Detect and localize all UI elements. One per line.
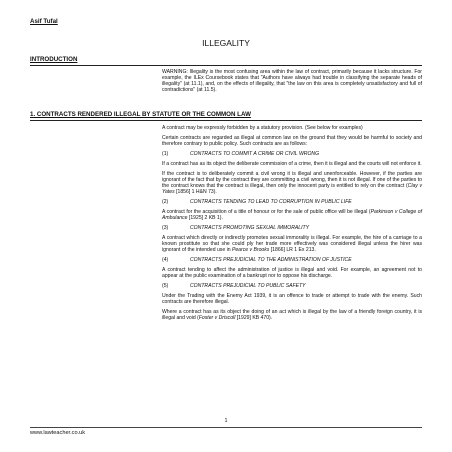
text-run: If the contract is to deliberately commit a civil wrong it is illegal and unenforceable. However, if the parties are ignorant of the fact that by the contract they are committing a civil wrong, then it is not illegal. If one of the parties to the contract knows that the contract is illegal, then only the innocent party is entitled to rely on the contract ( [162, 171, 422, 190]
paragraph-justice: A contract tending to affect the administration of justice is illegal and void. For example, an agreement not to appear at the public examination of a bankrupt nor to oppose his discharge. [162, 267, 422, 280]
subheading-text: CONTRACTS TO COMMIT A CRIME OR CIVIL WRONG [190, 151, 320, 158]
intro-rule [30, 65, 422, 66]
subheading-text: CONTRACTS PREJUDICIAL TO PUBLIC SAFETY [190, 283, 306, 290]
text-run: A contract for the acquisition of a title of honour or for the sale of public office will be illegal ( [162, 209, 371, 216]
subheading-corruption [162, 200, 422, 206]
intro-heading: INTRODUCTION [30, 56, 78, 63]
case-name: Clay v Yates [162, 183, 422, 195]
section-1-rule [30, 120, 422, 121]
text-run: [1866] LR 1 Ex 213. [269, 247, 316, 254]
subheading-public-safety [162, 284, 422, 290]
text-run: A contract which directly or indirectly promotes sexual immorality is illegal. For example, the hire of a carriage to a known prostitute so that she could ply her trade more effectively was considered illegal unless the hirer was ignorant of the intended use in [162, 235, 422, 254]
subheading-number: (5) [162, 283, 169, 290]
author-name: Asif Tufal [30, 18, 58, 25]
text-run: [1856] 1 H&N 73). [174, 189, 217, 195]
section-1-heading: 1. CONTRACTS RENDERED ILLEGAL BY STATUTE OR THE COMMON LAW [30, 111, 251, 118]
document-title: ILLEGALITY [202, 38, 250, 48]
text-run: [1925] 2 KB 1). [187, 215, 223, 222]
paragraph-statute: A contract may be expressly forbidden by a statutory provision. (See below for examples) [162, 125, 363, 131]
case-name: Foster v Driscoll [198, 315, 236, 322]
page-number: 1 [224, 418, 228, 424]
paragraph-common-law: Certain contracts are regarded as illegal at common law on the ground that they would be harmful to society and therefore contrary to public policy. Such contracts are as follows: [162, 135, 422, 147]
subheading-justice [162, 258, 422, 264]
paragraph-immorality [162, 236, 422, 254]
case-name: Parkinson v College of Ambulance [162, 209, 423, 222]
text-run: Where a contract has as its object the doing of an act which is illegal by the law of a friendly foreign country, it is illegal and void ( [162, 309, 422, 322]
subheading-number: (4) [162, 257, 169, 264]
footer-website-link[interactable]: www.lawteacher.co.uk [30, 430, 86, 436]
subheading-number: (1) [162, 151, 169, 158]
subheading-text: CONTRACTS PROMOTING SEXUAL IMMORALITY [190, 225, 310, 232]
paragraph-crime: If a contract has as its object the deliberate commission of a crime, then it is illegal and the courts will not enforce it. [162, 161, 422, 168]
section-1-body [162, 126, 422, 326]
subheading-immorality [162, 226, 422, 232]
subheading-text: CONTRACTS TENDING TO LEAD TO CORRUPTION IN PUBLIC LIFE [190, 199, 352, 206]
intro-body [162, 70, 422, 98]
paragraph-foreign-law [162, 310, 422, 322]
footer-rule [30, 427, 422, 428]
case-name: Pearce v Brooks [231, 247, 270, 254]
paragraph-enemy-act: Under the Trading with the Enemy Act 1939, it is an offence to trade or attempt to trade with the enemy. Such contracts are therefore illegal. [162, 293, 422, 306]
paragraph-civil-wrong [162, 172, 422, 196]
subheading-number: (3) [162, 225, 169, 232]
text-run: [1929] KB 470). [235, 315, 273, 322]
intro-warning-paragraph: WARNING: Illegality is the most confusing area within the law of contract, primarily because it lacks structure. For example, the ILEx Coursebook states that "Authors have always had trouble in classifying the separate heads of illegality" (at 11.1), and, on the effects of illegality, that "the law on this area is completely unsatisfactory and full of contradictions" (at 11.5). [162, 69, 422, 93]
paragraph-public-office [162, 210, 422, 222]
subheading-text: CONTRACTS PREJUDICIAL TO THE ADMINISTRATION OF JUSTICE [190, 257, 352, 264]
subheading-crime [162, 152, 422, 158]
subheading-number: (2) [162, 199, 169, 206]
